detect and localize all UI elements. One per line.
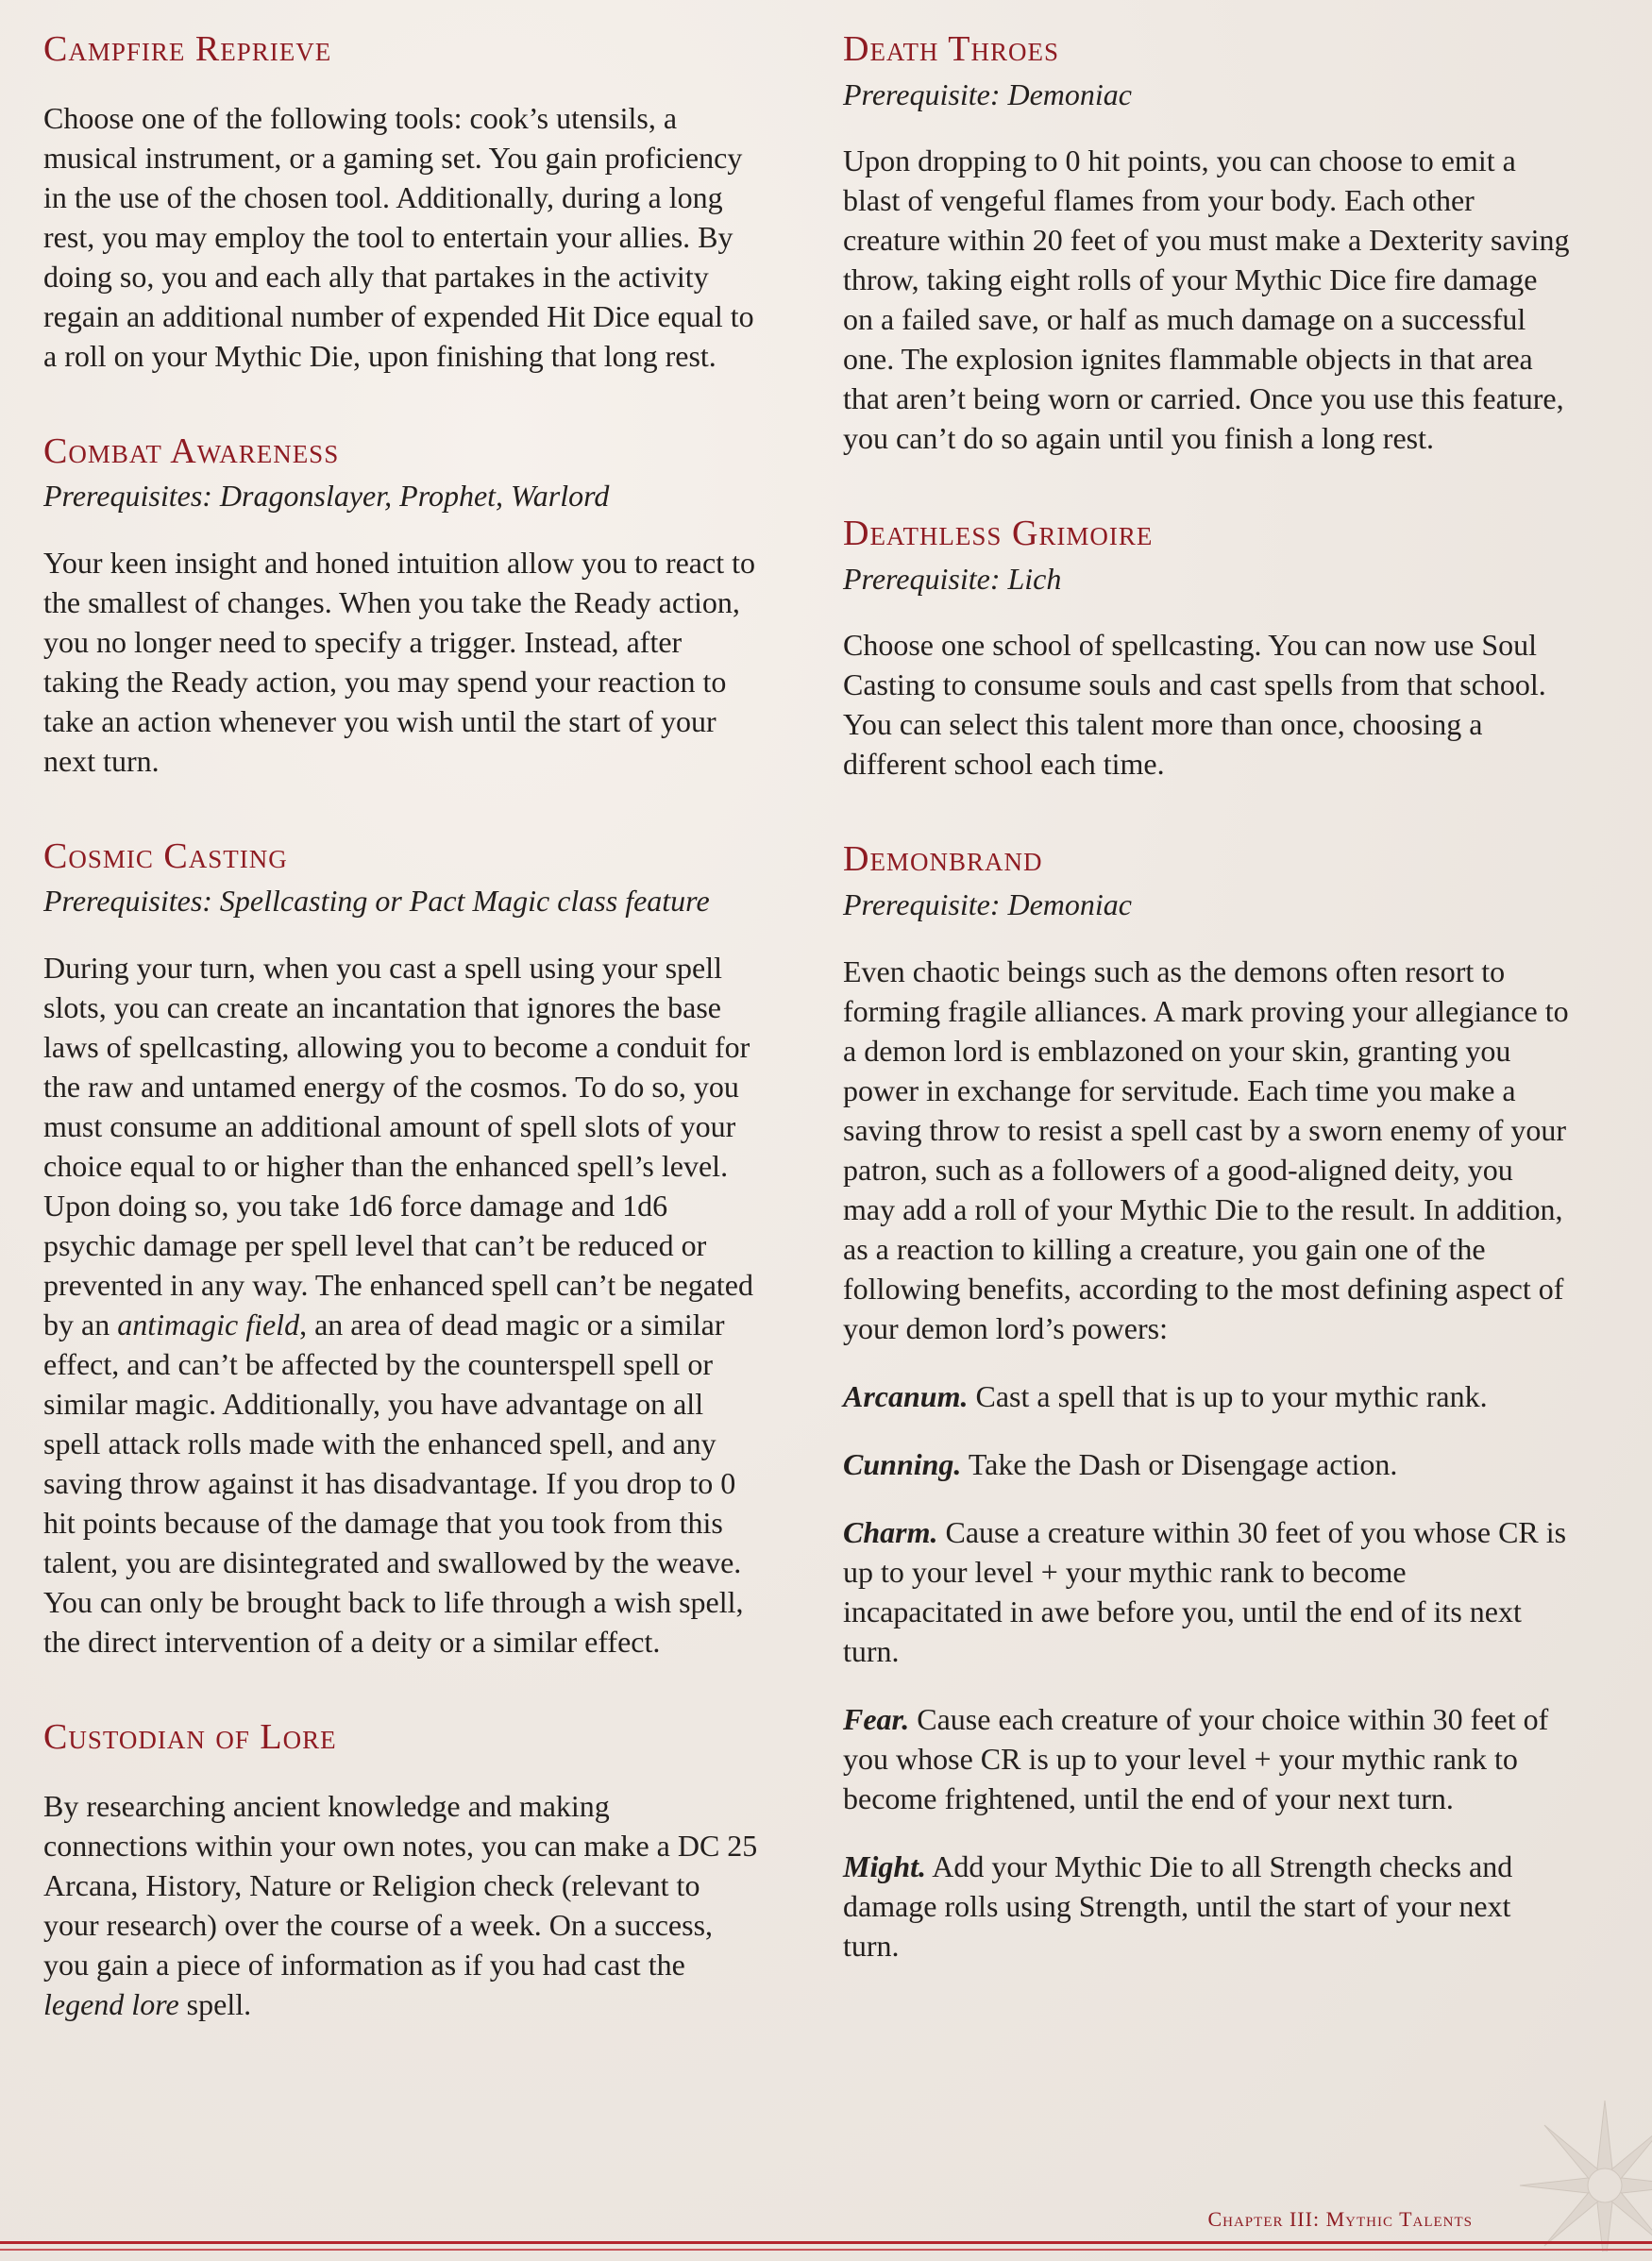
talent-campfire-reprieve xyxy=(43,28,761,376)
spell-name-italic: antimagic field xyxy=(117,1307,300,1341)
talent-custodian-of-lore xyxy=(43,1716,761,2024)
talent-description xyxy=(43,1786,761,2024)
talent-title: Combat Awareness xyxy=(43,430,340,471)
text-segment: spell. xyxy=(178,1986,252,2021)
benefit-charm xyxy=(843,1512,1570,1671)
talent-description xyxy=(43,948,761,1662)
talent-demonbrand xyxy=(843,838,1570,1965)
benefit-text: Take the Dash or Disengage action. xyxy=(961,1446,1398,1481)
talent-title: Custodian of Lore xyxy=(43,1716,337,1757)
right-column xyxy=(843,28,1570,2020)
talent-deathless-grimoire xyxy=(843,513,1570,784)
talent-title: Cosmic Casting xyxy=(43,835,288,876)
benefit-arcanum xyxy=(843,1376,1570,1416)
benefit-label: Cunning. xyxy=(843,1446,962,1481)
talent-prerequisite: Prerequisite: Lich xyxy=(843,561,1062,596)
text-segment: During your turn, when you cast a spell using your spell slots, you can create an incantation that ignores the base laws of spellcasting, allowing you to become a conduit for the raw and untamed energy of the cosmos. To do so, you must consume an additional amount of spell slots of your choice equal to or higher than the enhanced spell’s level. Upon doing so, you take 1d6 force damage and 1d6 psychic damage per spell level that can’t be reduced or prevented in any way. The enhanced spell can’t be negated by an xyxy=(43,950,753,1341)
benefit-cunning xyxy=(843,1444,1570,1484)
page-footer: Chapter III: Mythic Talents xyxy=(1207,2207,1473,2231)
talent-description: Upon dropping to 0 hit points, you can choose to emit a blast of vengeful flames from your body. Each other creature within 20 feet of you must make a Dexterity saving throw, taking eight rolls of your Mythic Dice fire damage on a failed save, or half as much damage on a successful one. The explosion ignites flammable objects in that area that aren’t being worn or carried. Once you use this feature, you can’t do so again until you finish a long rest. xyxy=(843,143,1570,456)
benefit-label: Might. xyxy=(843,1848,927,1883)
talent-death-throes xyxy=(843,28,1570,458)
talent-cosmic-casting xyxy=(43,835,761,1662)
footer-rule xyxy=(0,2241,1652,2244)
talent-prerequisite: Prerequisite: Demoniac xyxy=(843,76,1132,111)
footer-rule xyxy=(0,2249,1652,2251)
talent-description: Choose one school of spellcasting. You can now use Soul Casting to consume souls and cast spells from that school. You can select this talent more than once, choosing a different school each time. xyxy=(843,628,1546,782)
benefit-text: Add your Mythic Die to all Strength checks and damage rolls using Strength, until the start of your next turn. xyxy=(843,1848,1513,1963)
benefit-label: Fear. xyxy=(843,1701,910,1736)
spell-name-italic: legend lore xyxy=(43,1986,179,2021)
benefit-label: Arcanum. xyxy=(843,1378,969,1413)
benefit-text: Cause each creature of your choice within 30 feet of you whose CR is up to your level + your mythic rank to become frightened, until the end of your next turn. xyxy=(843,1701,1549,1815)
talent-description: Choose one of the following tools: cook’s utensils, a musical instrument, or a gaming set. You gain proficiency in the use of the chosen tool. Additionally, during a long rest, you may employ the tool to entertain your allies. By doing so, you and each ally that partakes in the activity regain an additional number of expended Hit Dice equal to a roll on your Mythic Die, upon finishing that long rest. xyxy=(43,100,754,373)
benefit-text: Cast a spell that is up to your mythic rank. xyxy=(968,1378,1488,1413)
left-column xyxy=(43,28,761,2079)
talent-description: Even chaotic beings such as the demons often resort to forming fragile alliances. A mark proving your allegiance to a demon lord is emblazoned on your skin, granting you power in exchange for servitude. Each time you make a saving throw to resist a spell cast by a sworn enemy of your patron, such as a followers of a good-aligned deity, you may add a roll of your Mythic Die to the result. In addition, as a reaction to killing a creature, you gain one of the following benefits, according to the most defining aspect of your demon lord’s powers: xyxy=(843,953,1569,1345)
benefit-text: Cause a creature within 30 feet of you whose CR is up to your level + your mythic rank to become incapacitated in awe before you, until the end of its next turn. xyxy=(843,1514,1567,1668)
talent-title: Campfire Reprieve xyxy=(43,29,332,69)
benefit-label: Charm. xyxy=(843,1514,938,1549)
text-segment: , an area of dead magic or a similar effect, and can’t be affected by the counterspell spell or similar magic. Additionally, you have advantage on all spell attack rolls made with the enhanced spell, and any saving throw against it has disadvantage. If you drop to 0 hit points because of the damage that you took from this talent, you are disintegrated and swallowed by the weave. You can only be brought back to life through a wish spell, the direct intervention of a deity or a similar effect. xyxy=(43,1307,744,1659)
talent-title: Death Throes xyxy=(843,29,1059,69)
compass-rose-icon xyxy=(1492,2091,1652,2252)
talent-title: Deathless Grimoire xyxy=(843,514,1154,554)
talent-prerequisite: Prerequisites: Spellcasting or Pact Magic class feature xyxy=(43,884,710,919)
benefit-might xyxy=(843,1847,1570,1966)
benefit-fear xyxy=(843,1699,1570,1818)
talent-title: Demonbrand xyxy=(843,839,1043,880)
talent-description: Your keen insight and honed intuition allow you to react to the smallest of changes. When you take the Ready action, you no longer need to specify a trigger. Instead, after taking the Ready action, you may spend your reaction to take an action whenever you wish until the start of your next turn. xyxy=(43,545,755,778)
talent-prerequisite: Prerequisite: Demoniac xyxy=(843,886,1132,921)
talent-prerequisite: Prerequisites: Dragonslayer, Prophet, Warlord xyxy=(43,479,610,514)
talent-combat-awareness xyxy=(43,430,761,781)
text-segment: By researching ancient knowledge and making connections within your own notes, you can make a DC 25 Arcana, History, Nature or Religion check (relevant to your research) over the course of a week. On a success, you gain a piece of information as if you had cast the xyxy=(43,1788,758,1982)
